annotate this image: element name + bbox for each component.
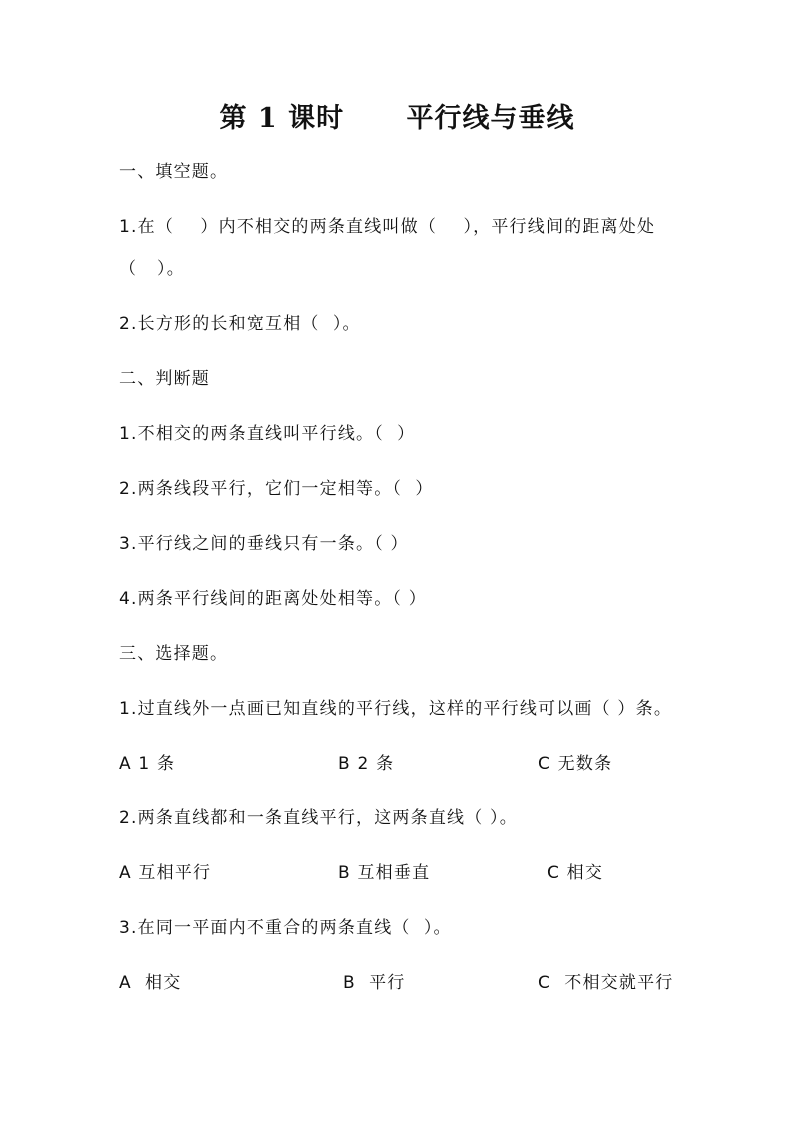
section-heading-multiple-choice: 三、选择题。 bbox=[119, 644, 229, 664]
fill-question-1-line-1: 1.在（ ）内不相交的两条直线叫做（ ），平行线间的距离处处 bbox=[119, 217, 656, 237]
choice-1-option-a: A 1 条 bbox=[119, 754, 176, 774]
choice-3-option-a: A 相交 bbox=[119, 973, 182, 993]
choice-1-option-c: C 无数条 bbox=[538, 754, 613, 774]
choice-2-option-b: B 互相垂直 bbox=[338, 863, 431, 883]
judge-question-4: 4.两条平行线间的距离处处相等。（ ） bbox=[119, 589, 427, 609]
section-heading-fill-in: 一、填空题。 bbox=[119, 162, 229, 182]
fill-question-1-line-2: （ ）。 bbox=[119, 259, 185, 279]
judge-question-3: 3.平行线之间的垂线只有一条。（ ） bbox=[119, 534, 409, 554]
choice-2-option-a: A 互相平行 bbox=[119, 863, 212, 883]
choice-question-1: 1.过直线外一点画已知直线的平行线，这样的平行线可以画（ ）条。 bbox=[119, 699, 673, 719]
choice-1-option-b: B 2 条 bbox=[338, 754, 395, 774]
choice-3-option-c: C 不相交就平行 bbox=[538, 973, 674, 993]
page-title: 第 1 课时 平行线与垂线 bbox=[219, 103, 575, 134]
choice-question-2: 2.两条直线都和一条直线平行，这两条直线（ ）。 bbox=[119, 808, 518, 828]
fill-question-2: 2.长方形的长和宽互相（ ）。 bbox=[119, 314, 361, 334]
choice-2-option-c: C 相交 bbox=[547, 863, 604, 883]
judge-question-1: 1.不相交的两条直线叫平行线。（ ） bbox=[119, 424, 416, 444]
judge-question-2: 2.两条线段平行，它们一定相等。（ ） bbox=[119, 479, 434, 499]
choice-3-option-b: B 平行 bbox=[343, 973, 406, 993]
section-heading-true-false: 二、判断题 bbox=[119, 369, 210, 389]
choice-question-3: 3.在同一平面内不重合的两条直线（ ）。 bbox=[119, 918, 452, 938]
